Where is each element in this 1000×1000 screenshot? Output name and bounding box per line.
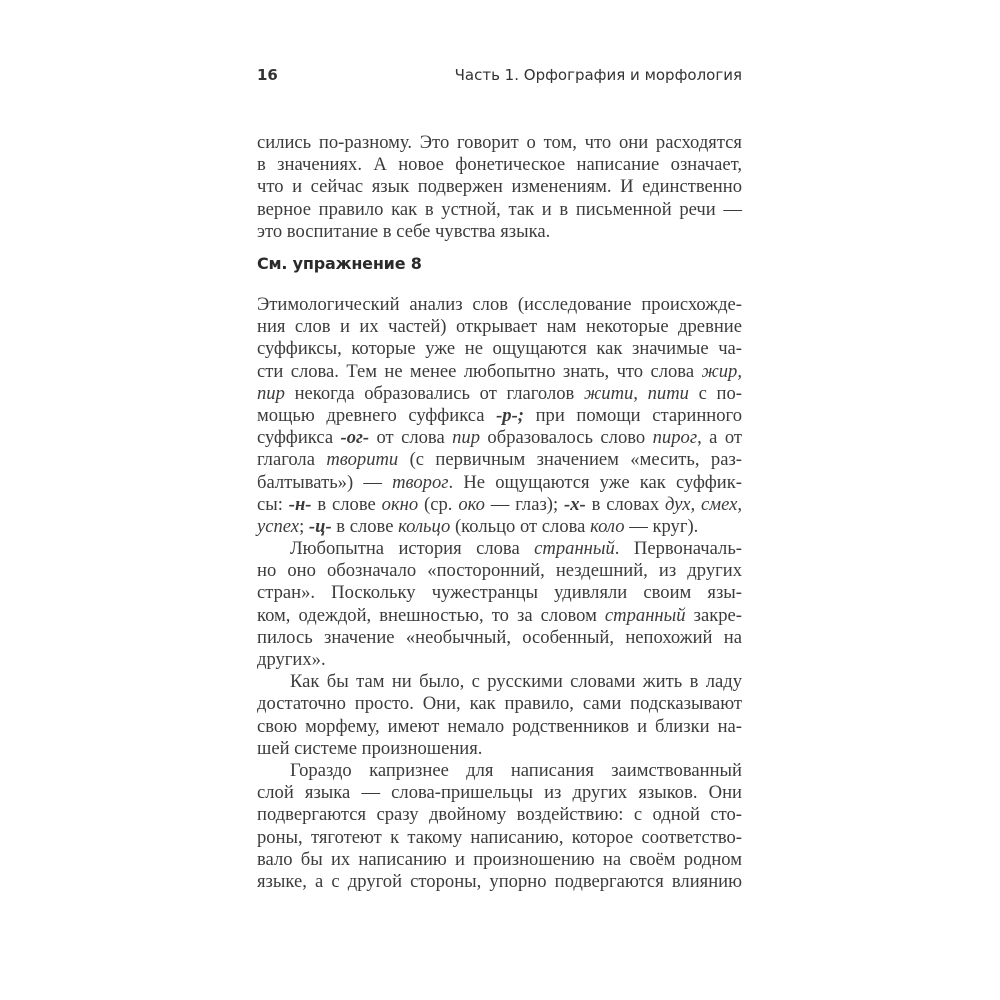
text-run: достаточно просто. Они, как правило, сами подсказывают [257,693,742,715]
text-run: пилось значение «необычный, особенный, непохожий на [257,626,742,648]
text-run: ; [299,515,309,537]
text-run: . Первоначаль- [614,538,742,560]
italic-word: творити [326,449,399,471]
text-line [257,154,742,176]
section-heading: См. упражнение 8 [257,254,422,273]
text-run: слой языка — слова-пришельцы из других языков. Они [257,782,742,804]
text-line [257,693,742,715]
text-run: стран». Поскольку чужестранцы удивляли своим язы- [257,582,742,604]
text-line [257,361,742,383]
suffix-emphasis: -х- [564,493,586,515]
text-run: сились по-разному. Это говорит о том, что они расходятся [257,132,742,153]
text-line [257,427,742,449]
suffix-emphasis: -н- [288,493,312,515]
text-run: суффиксы, которые уже не ощущаются как значимые ча- [257,338,742,360]
text-run: ком, одеждой, внешностью, то за словом [257,604,605,626]
text-run: некогда образовались от глаголов [284,382,584,404]
paragraph-intro [257,132,742,243]
running-title: Часть 1. Орфография и морфология [454,66,742,84]
text-run: — глаз); [484,493,565,515]
italic-word: жир, [701,360,742,382]
italic-word: коло [590,515,625,537]
text-run: Этимологический анализ слов (исследование происхожде- [257,294,742,315]
italic-word: око [458,493,485,515]
text-run: от слова [369,427,453,449]
italic-word: окно [381,493,419,515]
text-run: . Не ощущаются уже как суффик- [448,471,742,493]
text-run: Гораздо капризнее для написания заимствованный [290,759,742,781]
text-run: — круг). [624,515,699,537]
text-run: (с первичным значением «месить, раз- [398,449,742,471]
text-run: в слове [331,515,399,537]
text-line [257,449,742,471]
text-line [257,472,742,494]
text-line [257,871,742,893]
italic-word: кольцо [398,515,451,537]
text-run: что и сейчас язык подвержен изменениям. И единственно [257,176,742,198]
text-line [257,582,742,604]
text-run: суффикса [257,427,341,449]
text-line [257,627,742,649]
text-line [257,494,742,516]
text-line [257,782,742,804]
suffix-emphasis: -ог- [340,427,370,449]
text-run: закре- [685,604,742,626]
text-line [257,538,742,560]
text-line [257,716,742,738]
text-run: мощью древнего суффикса [257,404,497,426]
text-line [257,804,742,826]
text-run: вало бы их написанию и произношению на своём родном [257,848,742,870]
text-line [257,560,742,582]
italic-word: пирог [652,427,698,449]
page-number: 16 [257,66,278,84]
text-run: в слове [311,493,382,515]
text-run: ния слов и их частей) открывает нам некоторые древние [257,316,742,338]
text-line [257,738,742,760]
text-run: языке, а с другой стороны, упорно подвергаются влиянию [257,870,742,892]
text-run: шей системе произношения. [257,737,483,759]
text-run: свою морфему, имеют немало родственников и близки на- [257,715,742,737]
text-run: (ср. [418,493,459,515]
suffix-emphasis: -ц- [308,515,332,537]
text-run: при помощи старинного [523,404,742,426]
suffix-emphasis: -р-; [496,404,524,426]
text-run: , а от [697,427,742,449]
text-run: глагола [257,449,327,471]
text-run: образовалось слово [480,427,653,449]
text-line [257,605,742,627]
text-run: Любопытна история слова [290,538,535,560]
text-line [257,199,742,221]
text-run: роны, тяготеют к такому написанию, которое соответство- [257,826,742,848]
italic-word: пир [452,427,481,449]
text-line [257,405,742,427]
text-run: в значениях. А новое фонетическое написание означает, [257,154,742,176]
text-line [257,516,742,538]
italic-word: жити, пити [583,382,689,404]
italic-word: странный [534,538,615,560]
text-run: в словах [585,493,666,515]
text-run: сы: [257,493,289,515]
text-run: балтывать») — [257,471,393,493]
italic-word: дух, смех, [665,493,742,515]
text-line [257,649,742,671]
text-run: но оно обозначало «посторонний, нездешний, из других [257,560,742,582]
text-line [257,383,742,405]
italic-word: творог [392,471,449,493]
text-line [257,132,742,154]
text-run: (кольцо от слова [450,515,591,537]
text-run: с по- [688,382,742,404]
text-run: сти слова. Тем не менее любопытно знать, что слова [257,360,702,382]
italic-word: пир [257,382,285,404]
text-line [257,760,742,782]
text-line [257,338,742,360]
text-line [257,671,742,693]
text-run: подвергаются сразу двойному воздействию: с одной сто- [257,804,742,826]
italic-word: успех [257,515,300,537]
text-run: других». [257,649,326,670]
text-run: это воспитание в себе чувства языка. [257,220,551,242]
text-line [257,849,742,871]
italic-word: странный [604,604,686,626]
body-text [257,294,742,893]
text-run: Как бы там ни было, с русскими словами жить в ладу [290,671,742,693]
text-line [257,176,742,198]
text-line [257,294,742,316]
text-line [257,316,742,338]
text-line [257,221,742,243]
text-run: верное правило как в устной, так и в письменной речи — [257,198,742,220]
text-line [257,827,742,849]
